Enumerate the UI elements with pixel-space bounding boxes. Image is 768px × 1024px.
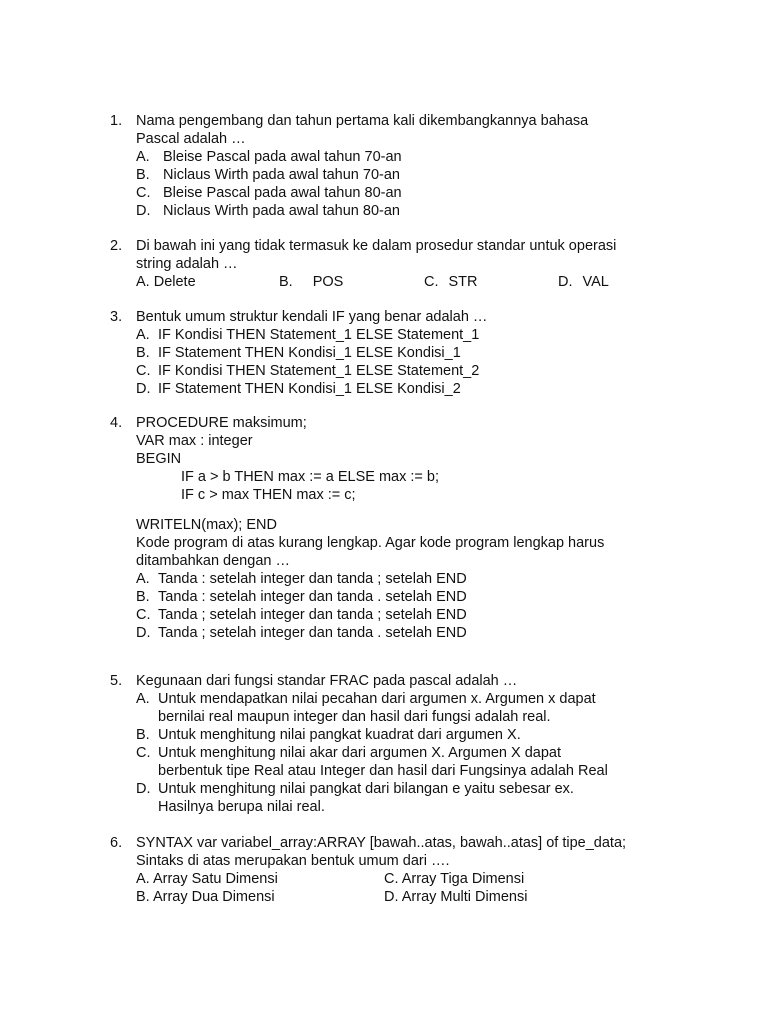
option-letter: A. <box>136 691 150 707</box>
question-number: 4. <box>110 415 123 431</box>
option-a <box>136 148 730 166</box>
option-text: IF Statement THEN Kondisi_1 ELSE Kondisi_1 <box>158 345 461 361</box>
option-c <box>136 184 730 202</box>
option-text: VAL <box>582 274 609 290</box>
option-text: Array Satu Dimensi <box>152 871 278 887</box>
question-stem-line: Di bawah ini yang tidak termasuk ke dalam prosedur standar untuk operasi <box>136 238 617 254</box>
question-number: 3. <box>110 309 123 325</box>
question-2 <box>110 237 730 291</box>
options-row <box>136 273 730 291</box>
question-stem-line: Sintaks di atas merupakan bentuk umum dari …. <box>136 853 450 869</box>
question-stem-line: SYNTAX var variabel_array:ARRAY [bawah..atas, bawah..atas] of tipe_data; <box>136 835 627 851</box>
option-letter: A. <box>136 149 150 165</box>
option-text-line: Untuk menghitung nilai pangkat dari bilangan e yaitu sebesar ex. <box>158 781 574 797</box>
option-b <box>279 273 343 291</box>
option-a <box>136 273 196 291</box>
option-letter: D. <box>136 203 151 219</box>
code-line: VAR max : integer <box>136 433 253 449</box>
question-1 <box>110 112 730 220</box>
option-text: IF Kondisi THEN Statement_1 ELSE Statement_2 <box>158 363 480 379</box>
code-line: BEGIN <box>136 451 182 467</box>
option-text: Tanda : setelah integer dan tanda . setelah END <box>158 589 467 605</box>
option-letter: C. <box>136 185 151 201</box>
option-c <box>136 362 730 380</box>
options-row <box>136 870 730 888</box>
option-text-line: Untuk menghitung nilai akar dari argumen X. Argumen X dapat <box>158 745 562 761</box>
option-letter: D. <box>136 781 151 797</box>
option-letter: B. <box>136 345 150 361</box>
option-d <box>136 780 730 816</box>
option-text: Tanda ; setelah integer dan tanda ; setelah END <box>158 607 467 623</box>
option-a <box>136 690 730 726</box>
question-number: 1. <box>110 113 123 129</box>
question-stem-line: string adalah … <box>136 256 238 272</box>
option-letter: D. <box>384 889 399 905</box>
option-c <box>136 606 730 624</box>
option-text-line: Hasilnya berupa nilai real. <box>158 799 325 815</box>
question-3 <box>110 308 730 398</box>
option-c <box>424 273 478 291</box>
option-letter: B. <box>136 589 150 605</box>
option-text-line: Untuk mendapatkan nilai pecahan dari argumen x. Argumen x dapat <box>158 691 596 707</box>
code-line: WRITELN(max); END <box>136 517 277 533</box>
option-text: Array Dua Dimensi <box>152 889 275 905</box>
question-4 <box>110 414 730 642</box>
option-letter: B. <box>136 727 150 743</box>
question-number: 6. <box>110 835 123 851</box>
question-stem-line: ditambahkan dengan … <box>136 553 290 569</box>
question-stem-line: Nama pengembang dan tahun pertama kali dikembangkannya bahasa <box>136 113 589 129</box>
question-stem-line: Bentuk umum struktur kendali IF yang benar adalah … <box>136 309 488 325</box>
question-6 <box>110 834 730 906</box>
option-letter: B. <box>279 274 293 290</box>
option-letter: C. <box>384 871 399 887</box>
option-text: Delete <box>153 274 196 290</box>
option-c <box>384 870 524 888</box>
question-number: 2. <box>110 238 123 254</box>
option-letter: A. <box>136 327 150 343</box>
option-letter: A. <box>136 871 150 887</box>
code-line: PROCEDURE maksimum; <box>136 415 307 431</box>
option-letter: B. <box>136 167 150 183</box>
option-b <box>136 726 730 744</box>
option-letter: C. <box>424 274 439 290</box>
option-text-line: berbentuk tipe Real atau Integer dan hasil dari Fungsinya adalah Real <box>158 763 608 779</box>
option-text: Bleise Pascal pada awal tahun 70-an <box>163 149 402 165</box>
option-text: Bleise Pascal pada awal tahun 80-an <box>163 185 402 201</box>
option-letter: C. <box>136 607 151 623</box>
option-d <box>136 624 730 642</box>
code-line-indented: IF c > max THEN max := c; <box>181 487 356 503</box>
question-number: 5. <box>110 673 123 689</box>
question-5 <box>110 672 730 816</box>
option-a <box>136 870 278 888</box>
option-text: Array Tiga Dimensi <box>401 871 525 887</box>
option-b <box>136 888 275 906</box>
option-b <box>136 344 730 362</box>
option-d <box>558 273 609 291</box>
option-text: POS <box>312 274 344 290</box>
option-b <box>136 588 730 606</box>
question-stem-line: Kegunaan dari fungsi standar FRAC pada pascal adalah … <box>136 673 518 689</box>
option-text: Niclaus Wirth pada awal tahun 70-an <box>163 167 400 183</box>
option-text: Array Multi Dimensi <box>401 889 528 905</box>
option-text: Tanda : setelah integer dan tanda ; setelah END <box>158 571 467 587</box>
option-text: Niclaus Wirth pada awal tahun 80-an <box>163 203 400 219</box>
option-text: Tanda ; setelah integer dan tanda . setelah END <box>158 625 467 641</box>
option-text: IF Statement THEN Kondisi_1 ELSE Kondisi_2 <box>158 381 461 397</box>
option-text: IF Kondisi THEN Statement_1 ELSE Statement_1 <box>158 327 480 343</box>
option-text-line: bernilai real maupun integer dan hasil dari fungsi adalah real. <box>158 709 551 725</box>
option-c <box>136 744 730 780</box>
option-a <box>136 326 730 344</box>
option-d <box>384 888 527 906</box>
option-text: STR <box>448 274 478 290</box>
option-letter: A. <box>136 571 150 587</box>
question-stem-line: Pascal adalah … <box>136 131 246 147</box>
options-row <box>136 888 730 906</box>
option-letter: D. <box>558 274 573 290</box>
option-letter: D. <box>136 381 151 397</box>
option-d <box>136 202 730 220</box>
option-d <box>136 380 730 398</box>
option-letter: D. <box>136 625 151 641</box>
option-letter: C. <box>136 363 151 379</box>
option-text-line: Untuk menghitung nilai pangkat kuadrat dari argumen X. <box>158 727 521 743</box>
option-a <box>136 570 730 588</box>
option-letter: A. <box>136 274 150 290</box>
question-stem-line: Kode program di atas kurang lengkap. Agar kode program lengkap harus <box>136 535 605 551</box>
option-letter: B. <box>136 889 150 905</box>
option-b <box>136 166 730 184</box>
code-line-indented: IF a > b THEN max := a ELSE max := b; <box>181 469 440 485</box>
option-letter: C. <box>136 745 151 761</box>
